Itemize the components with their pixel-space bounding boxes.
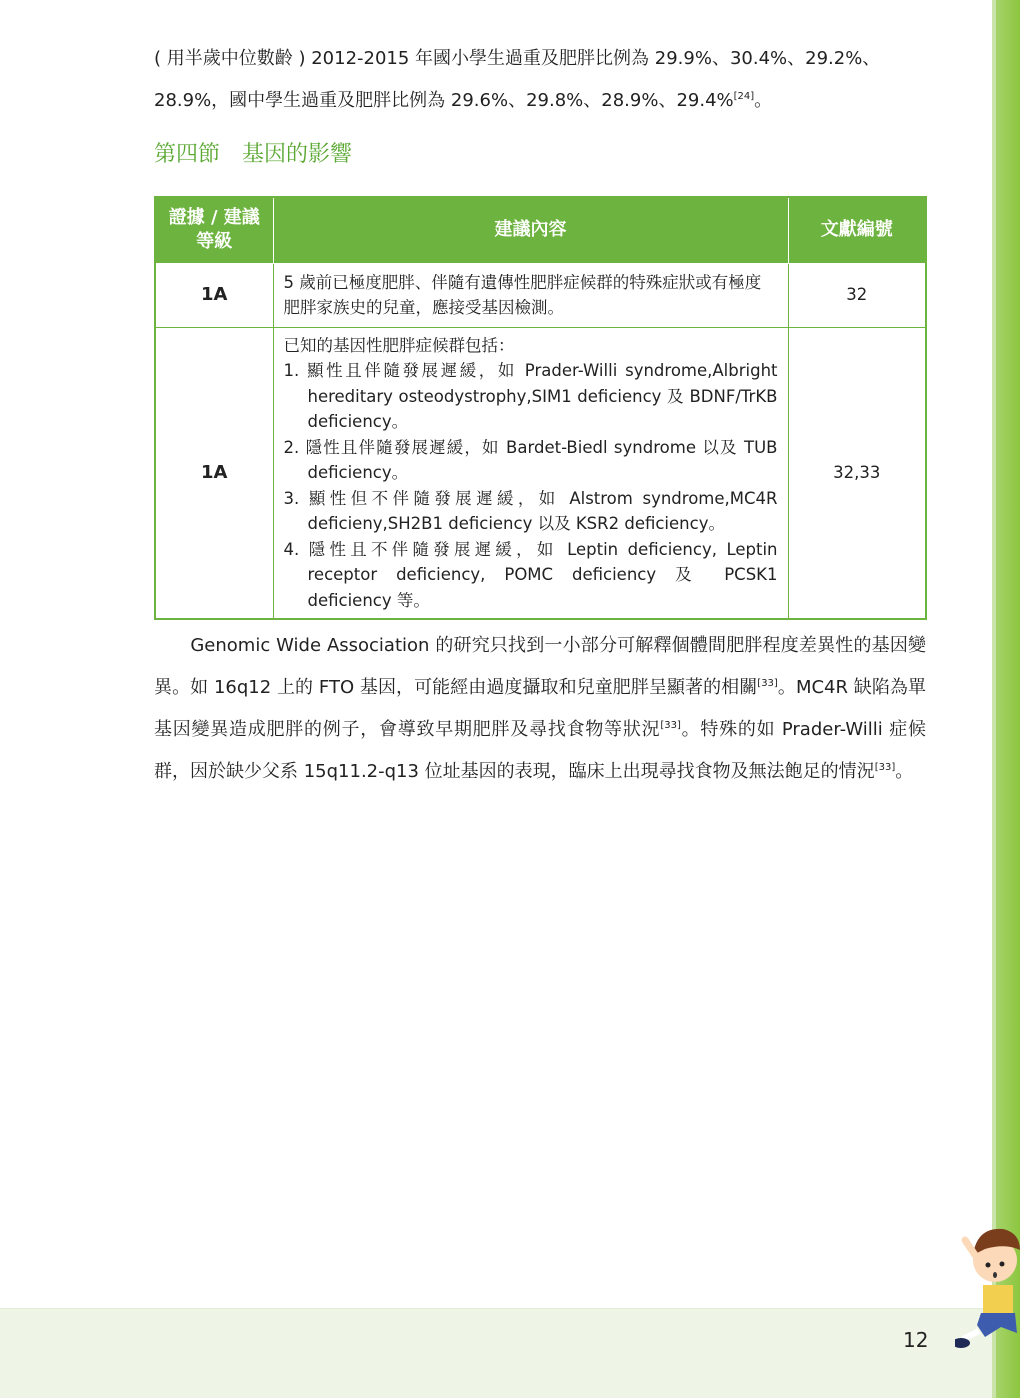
header-grade: 證據 / 建議等級	[155, 197, 273, 263]
syndrome-list	[284, 358, 778, 613]
list-item: 4. 隱性且不伴隨發展遲緩，如 Leptin deficiency, Leptin receptor deficiency, POMC deficiency 及 PCSK1 deficiency 等。	[283, 539, 778, 610]
section-title: 第四節 基因的影響	[154, 142, 353, 167]
recommendation-table	[154, 196, 927, 620]
side-decoration-stripe	[992, 0, 1020, 1398]
header-refs: 文獻編號	[788, 197, 926, 263]
body-text: Genomic Wide Association 的研究只找到一小部分可解釋個體間肥胖程度差異性的基因變異。如 16q12 上的 FTO 基因，可能經由過度攝取和兒童肥胖呈顯著的相關	[154, 635, 926, 698]
list-item: 3. 顯性但不伴隨發展遲緩，如 Alstrom syndrome,MC4R deficieny,SH2B1 deficiency 以及 KSR2 deficiency。	[283, 488, 778, 533]
citation: [33]	[874, 762, 896, 773]
page-number: 12	[903, 1328, 929, 1352]
footer-band	[0, 1308, 992, 1398]
table-row	[155, 327, 926, 619]
intro-line-1: ( 用半歲中位數齡 ) 2012-2015 年國小學生過重及肥胖比例為 29.9%、30.4%、29.2%、	[154, 48, 881, 69]
intro-line-2: 28.9%，國中學生過重及肥胖比例為 29.6%、29.8%、28.9%、29.4%	[154, 90, 734, 111]
citation: [33]	[757, 678, 778, 689]
body-text: 。特殊的如 Prader-Willi 症候群，因於缺少父系 15q11.2-q13 位址基因的表現，臨床上出現尋找食物及無法飽足的情況	[154, 719, 926, 782]
content-cell: 5 歲前已極度肥胖、伴隨有遺傳性肥胖症候群的特殊症狀或有極度肥胖家族史的兒童，應接受基因檢測。	[273, 263, 788, 327]
running-boy-illustration	[955, 1215, 1020, 1355]
grade-cell: 1A	[155, 263, 273, 327]
table-row	[155, 263, 926, 327]
citation: [24]	[733, 91, 755, 102]
body-text: 。MC4R 缺陷為單基因變異造成肥胖的例子，會導致早期肥胖及尋找食物等狀況	[154, 677, 926, 740]
refs-cell: 32,33	[788, 327, 926, 619]
intro-end: 。	[754, 90, 773, 111]
intro-paragraph	[154, 40, 926, 120]
header-content: 建議內容	[273, 197, 788, 263]
grade-cell: 1A	[155, 327, 273, 619]
citation: [33]	[660, 720, 681, 731]
list-item: 2. 隱性且伴隨發展遲緩，如 Bardet-Biedl syndrome 以及 TUB deficiency。	[283, 437, 778, 482]
list-item: 1. 顯性且伴隨發展遲緩，如 Prader-Willi syndrome,Albright hereditary osteodystrophy,SIM1 deficiency 及 BDNF/TrKB deficiency。	[283, 361, 778, 431]
content-cell	[273, 327, 788, 619]
content-intro: 已知的基因性肥胖症候群包括：	[283, 335, 515, 355]
table-header-row	[155, 197, 926, 263]
body-text: 。	[895, 761, 914, 782]
refs-cell: 32	[788, 263, 926, 327]
body-paragraph	[154, 627, 926, 791]
